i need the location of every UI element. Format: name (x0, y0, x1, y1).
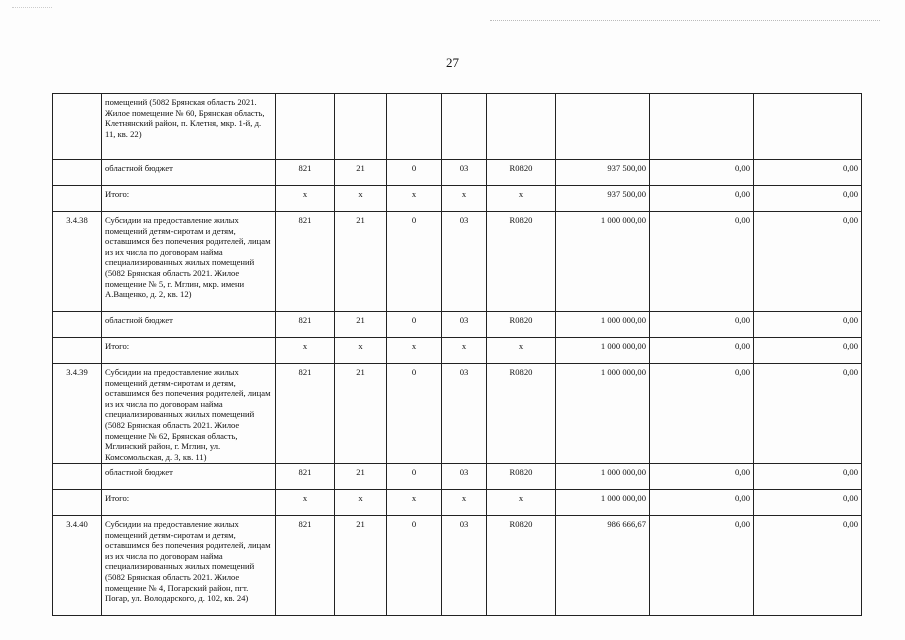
cell-ministry-code: x (276, 338, 335, 364)
row-name: Итого: (102, 338, 276, 364)
scan-artifact-line (490, 20, 880, 21)
row-name: Субсидии на предоставление жилых помещений детям-сиротам и детям, оставшимся без попечения родителей, лицам из их числа по договорам найма специализированных жилых помещений (5082 Брянская область 2021. Жилое помещение № 5, г. Мглин, мкр. имени А.Ващенко, д. 2, кв. 12) (102, 212, 276, 312)
cell-amount-year1: 1 000 000,00 (556, 338, 650, 364)
cell-section-code: 21 (335, 160, 387, 186)
cell-subsection-code: 0 (387, 312, 442, 338)
table-row (53, 516, 862, 616)
cell-program-code: 03 (442, 312, 487, 338)
cell-program-code: 03 (442, 160, 487, 186)
cell-subsection-code: 0 (387, 364, 442, 464)
row-name: Итого: (102, 490, 276, 516)
page-number: 27 (446, 55, 459, 70)
table-row (53, 364, 862, 464)
cell-program-code: x (442, 186, 487, 212)
cell-target-code: x (487, 338, 556, 364)
cell-amount-year1 (556, 94, 650, 160)
cell-ministry-code: x (276, 186, 335, 212)
cell-amount-year2 (650, 94, 754, 160)
cell-amount-year3: 0,00 (754, 516, 862, 616)
cell-subsection-code: x (387, 490, 442, 516)
row-name: областной бюджет (102, 464, 276, 490)
table-row (53, 160, 862, 186)
row-id (53, 490, 102, 516)
cell-subsection-code: x (387, 338, 442, 364)
cell-ministry-code: 821 (276, 312, 335, 338)
cell-section-code: 21 (335, 464, 387, 490)
row-id (53, 464, 102, 490)
table-row (53, 312, 862, 338)
cell-ministry-code: 821 (276, 516, 335, 616)
cell-amount-year2: 0,00 (650, 186, 754, 212)
cell-target-code (487, 94, 556, 160)
cell-section-code: x (335, 186, 387, 212)
cell-target-code: R0820 (487, 516, 556, 616)
cell-section-code: 21 (335, 516, 387, 616)
table-row (53, 94, 862, 160)
cell-section-code: 21 (335, 212, 387, 312)
cell-target-code: R0820 (487, 160, 556, 186)
cell-program-code: 03 (442, 516, 487, 616)
cell-amount-year3: 0,00 (754, 364, 862, 464)
row-name: областной бюджет (102, 160, 276, 186)
cell-amount-year3: 0,00 (754, 338, 862, 364)
cell-amount-year1: 1 000 000,00 (556, 312, 650, 338)
cell-amount-year1: 986 666,67 (556, 516, 650, 616)
cell-ministry-code: 821 (276, 464, 335, 490)
cell-target-code: x (487, 490, 556, 516)
table-row (53, 186, 862, 212)
cell-program-code: x (442, 490, 487, 516)
cell-amount-year2: 0,00 (650, 312, 754, 338)
cell-subsection-code: x (387, 186, 442, 212)
cell-section-code (335, 94, 387, 160)
cell-target-code: R0820 (487, 364, 556, 464)
cell-amount-year1: 937 500,00 (556, 160, 650, 186)
cell-amount-year3 (754, 94, 862, 160)
cell-amount-year3: 0,00 (754, 464, 862, 490)
scan-artifact-line (12, 7, 52, 8)
cell-amount-year2: 0,00 (650, 160, 754, 186)
cell-amount-year3: 0,00 (754, 490, 862, 516)
cell-target-code: x (487, 186, 556, 212)
cell-ministry-code: 821 (276, 212, 335, 312)
cell-subsection-code: 0 (387, 464, 442, 490)
cell-amount-year2: 0,00 (650, 490, 754, 516)
cell-amount-year1: 1 000 000,00 (556, 490, 650, 516)
cell-amount-year2: 0,00 (650, 338, 754, 364)
row-id (53, 186, 102, 212)
cell-amount-year2: 0,00 (650, 364, 754, 464)
cell-ministry-code (276, 94, 335, 160)
row-id: 3.4.40 (53, 516, 102, 616)
row-id: 3.4.38 (53, 212, 102, 312)
row-name: Субсидии на предоставление жилых помещений детям-сиротам и детям, оставшимся без попечения родителей, лицам из их числа по договорам найма специализированных жилых помещений (5082 Брянская область 2021. Жилое помещение № 62, Брянская область, Мглинский район, г. Мглин, ул. Комсомольская, д. 3, кв. 11) (102, 364, 276, 464)
cell-program-code: x (442, 338, 487, 364)
cell-ministry-code: 821 (276, 364, 335, 464)
cell-amount-year2: 0,00 (650, 212, 754, 312)
table-row (53, 464, 862, 490)
cell-ministry-code: 821 (276, 160, 335, 186)
row-id (53, 338, 102, 364)
cell-program-code: 03 (442, 364, 487, 464)
cell-section-code: 21 (335, 364, 387, 464)
row-name: Итого: (102, 186, 276, 212)
cell-subsection-code: 0 (387, 160, 442, 186)
cell-subsection-code (387, 94, 442, 160)
cell-amount-year1: 1 000 000,00 (556, 364, 650, 464)
cell-target-code: R0820 (487, 464, 556, 490)
cell-amount-year1: 937 500,00 (556, 186, 650, 212)
cell-amount-year2: 0,00 (650, 516, 754, 616)
cell-program-code: 03 (442, 212, 487, 312)
cell-amount-year2: 0,00 (650, 464, 754, 490)
row-name: Субсидии на предоставление жилых помещений детям-сиротам и детям, оставшимся без попечения родителей, лицам из их числа по договорам найма специализированных жилых помещений (5082 Брянская область 2021. Жилое помещение № 4, Погарский район, пгт. Погар, ул. Володарского, д. 102, кв. 24) (102, 516, 276, 616)
cell-program-code: 03 (442, 464, 487, 490)
cell-subsection-code: 0 (387, 516, 442, 616)
cell-program-code (442, 94, 487, 160)
cell-amount-year3: 0,00 (754, 212, 862, 312)
cell-target-code: R0820 (487, 212, 556, 312)
cell-target-code: R0820 (487, 312, 556, 338)
budget-table (52, 93, 862, 616)
cell-section-code: x (335, 338, 387, 364)
row-name: областной бюджет (102, 312, 276, 338)
cell-amount-year1: 1 000 000,00 (556, 212, 650, 312)
cell-subsection-code: 0 (387, 212, 442, 312)
cell-amount-year3: 0,00 (754, 160, 862, 186)
cell-amount-year3: 0,00 (754, 312, 862, 338)
table-row (53, 212, 862, 312)
cell-amount-year3: 0,00 (754, 186, 862, 212)
table-row (53, 490, 862, 516)
cell-section-code: x (335, 490, 387, 516)
row-id (53, 312, 102, 338)
row-id (53, 160, 102, 186)
cell-ministry-code: x (276, 490, 335, 516)
cell-section-code: 21 (335, 312, 387, 338)
cell-amount-year1: 1 000 000,00 (556, 464, 650, 490)
row-id: 3.4.39 (53, 364, 102, 464)
row-name: помещений (5082 Брянская область 2021. Жилое помещение № 60, Брянская область, Клетнянский район, п. Клетня, мкр. 1-й, д. 11, кв. 22) (102, 94, 276, 160)
table-row (53, 338, 862, 364)
row-id (53, 94, 102, 160)
